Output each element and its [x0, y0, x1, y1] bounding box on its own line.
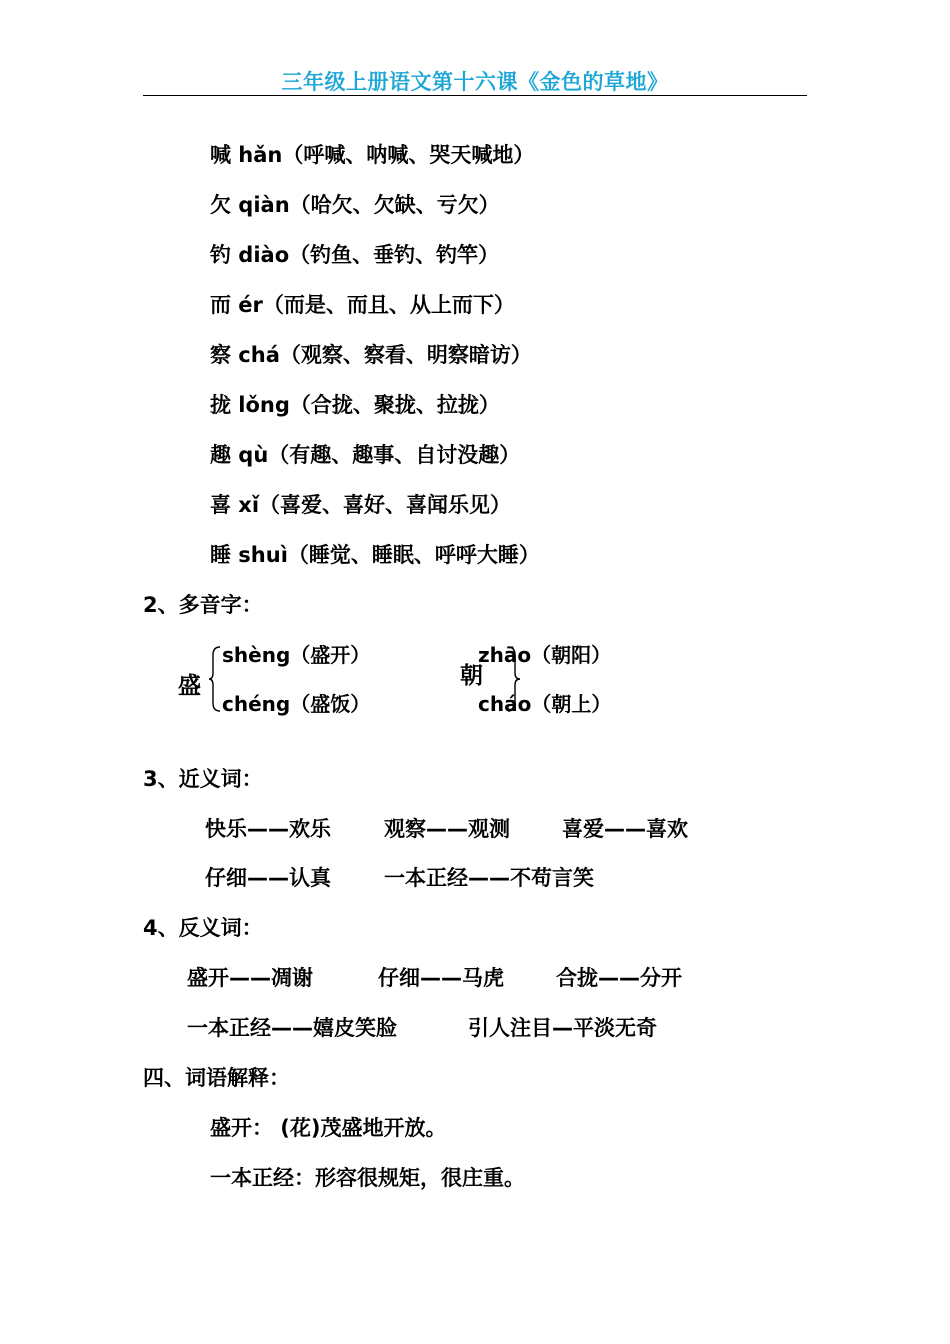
polyphonic-reading: shèng（盛开） [222, 643, 371, 667]
definition-item: 盛开： (花)茂盛地开放。 [210, 1116, 447, 1140]
synonym-pair: 一本正经——不苟言笑 [384, 866, 594, 890]
character-entry: 拢 lǒng（合拢、聚拢、拉拢） [210, 393, 500, 417]
polyphonic-reading: chéng（盛饭） [222, 692, 371, 716]
antonym-pair: 盛开——凋谢 [187, 966, 313, 990]
polyphonic-char: 朝 [460, 663, 483, 689]
section-heading-polyphonic: 2、多音字： [143, 593, 263, 617]
character-entry: 趣 qù（有趣、趣事、自讨没趣） [210, 443, 521, 467]
synonym-pair: 快乐——欢乐 [205, 817, 331, 841]
antonym-pair: 一本正经——嬉皮笑脸 [187, 1016, 397, 1040]
character-entry: 钓 diào（钓鱼、垂钓、钓竿） [210, 243, 500, 267]
left-brace-icon [208, 645, 222, 713]
antonym-pair: 引人注目—平淡无奇 [468, 1016, 657, 1040]
definition-item: 一本正经：形容很规矩，很庄重。 [210, 1166, 525, 1190]
synonym-pair: 喜爱——喜欢 [562, 817, 688, 841]
polyphonic-char: 盛 [178, 673, 201, 699]
character-entry: 察 chá（观察、察看、明察暗访） [210, 343, 532, 367]
document-title: 三年级上册语文第十六课《金色的草地》 [281, 70, 669, 94]
character-entry: 而 ér（而是、而且、从上而下） [210, 293, 515, 317]
antonym-pair: 合拢——分开 [556, 966, 682, 990]
antonym-pair: 仔细——马虎 [378, 966, 504, 990]
synonym-pair: 仔细——认真 [205, 866, 331, 890]
synonym-pair: 观察——观测 [384, 817, 510, 841]
character-entry: 睡 shuì（睡觉、睡眠、呼呼大睡） [210, 543, 540, 567]
polyphonic-reading: zhāo（朝阳） [478, 643, 612, 667]
section-heading-antonyms: 4、反义词： [143, 916, 263, 940]
polyphonic-reading: cháo（朝上） [478, 692, 612, 716]
character-entry: 欠 qiàn（哈欠、欠缺、亏欠） [210, 193, 500, 217]
character-entry: 喜 xǐ（喜爱、喜好、喜闻乐见） [210, 493, 512, 517]
header-divider [143, 95, 807, 96]
section-heading-definitions: 四、词语解释： [143, 1066, 290, 1090]
section-heading-synonyms: 3、近义词： [143, 767, 263, 791]
character-entry: 喊 hǎn（呼喊、呐喊、哭天喊地） [210, 143, 535, 167]
